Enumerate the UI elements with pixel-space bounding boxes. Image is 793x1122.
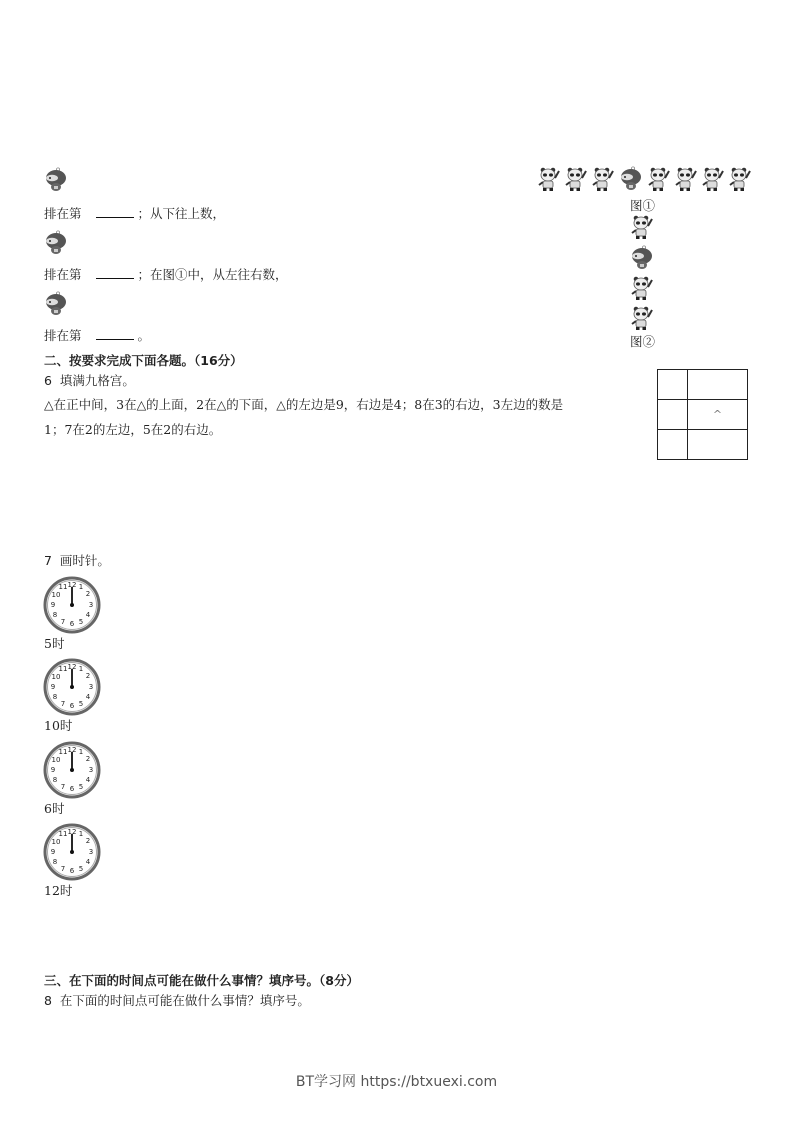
panda-icon (729, 166, 751, 192)
clock-label: 12时 (44, 883, 73, 898)
question-6-line-2: 1；7在2的左边，5在2的右边。 (44, 422, 222, 437)
clock-face-icon[interactable] (43, 576, 101, 638)
figure-1-label: 图① (630, 198, 656, 213)
question-title: 画时针。 (59, 553, 110, 568)
figure-1-row (538, 166, 751, 192)
question-title: 填满九格宫。 (59, 373, 135, 388)
panda-icon (702, 166, 724, 192)
question-6-line-1: △在正中间，3在△的上面，2在△的下面，△的左边是9，右边是4；8在3的右边，3左边的数是 (44, 397, 564, 412)
q5-line-prefix: 排在第 (44, 328, 82, 343)
panda-icon (592, 166, 614, 192)
panda-icon (538, 166, 560, 192)
grid-cell[interactable] (658, 400, 688, 430)
question-number: 7 (44, 553, 52, 568)
footer-watermark: BT学习网 https://btxuexi.com (295, 1074, 498, 1090)
mascot-icon (44, 167, 68, 197)
q5-line-prefix: 排在第 (44, 206, 82, 221)
q5-line-1 (44, 205, 225, 222)
mascot-icon (44, 291, 68, 321)
question-title: 在下面的时间点可能在做什么事情？填序号。 (59, 993, 310, 1008)
section-3-heading: 三、在下面的时间点可能在做什么事情？填序号。（8分） (44, 973, 359, 988)
mascot-icon (619, 166, 643, 192)
grid-cell[interactable]: ^ (688, 400, 748, 430)
question-number: 8 (44, 993, 52, 1008)
clock-label: 10时 (44, 718, 73, 733)
answer-blank[interactable] (96, 327, 134, 340)
q5-line-2 (44, 266, 288, 283)
q5-line-suffix: ；在图①中，从左往右数， (137, 267, 288, 282)
clock-label: 6时 (44, 801, 65, 816)
grid-cell[interactable] (688, 430, 748, 460)
panda-icon (631, 275, 653, 305)
clock-face-icon[interactable] (43, 741, 101, 803)
panda-icon (648, 166, 670, 192)
mascot-icon (630, 245, 654, 275)
panda-icon (565, 166, 587, 192)
grid-cell[interactable] (688, 370, 748, 400)
section-2-heading: 二、按要求完成下面各题。（16分） (44, 353, 243, 368)
q5-line-prefix: 排在第 (44, 267, 82, 282)
q5-line-suffix: ；从下往上数， (137, 206, 226, 221)
clock-face-icon[interactable] (43, 823, 101, 885)
panda-icon (631, 305, 653, 335)
clock-face-icon[interactable] (43, 658, 101, 720)
q5-line-suffix: 。 (137, 328, 151, 343)
answer-blank[interactable] (96, 205, 134, 218)
grid-cell[interactable] (658, 430, 688, 460)
figure-2-label: 图② (630, 334, 656, 349)
grid-cell[interactable] (658, 370, 688, 400)
panda-icon (631, 214, 653, 244)
q5-line-3 (44, 327, 150, 344)
mascot-icon (44, 230, 68, 260)
nine-grid (657, 369, 748, 460)
question-7-title (44, 553, 110, 569)
panda-icon (675, 166, 697, 192)
question-number: 6 (44, 373, 52, 388)
question-6-title (44, 373, 135, 389)
answer-blank[interactable] (96, 266, 134, 279)
clock-label: 5时 (44, 636, 65, 651)
question-8-title (44, 993, 310, 1009)
